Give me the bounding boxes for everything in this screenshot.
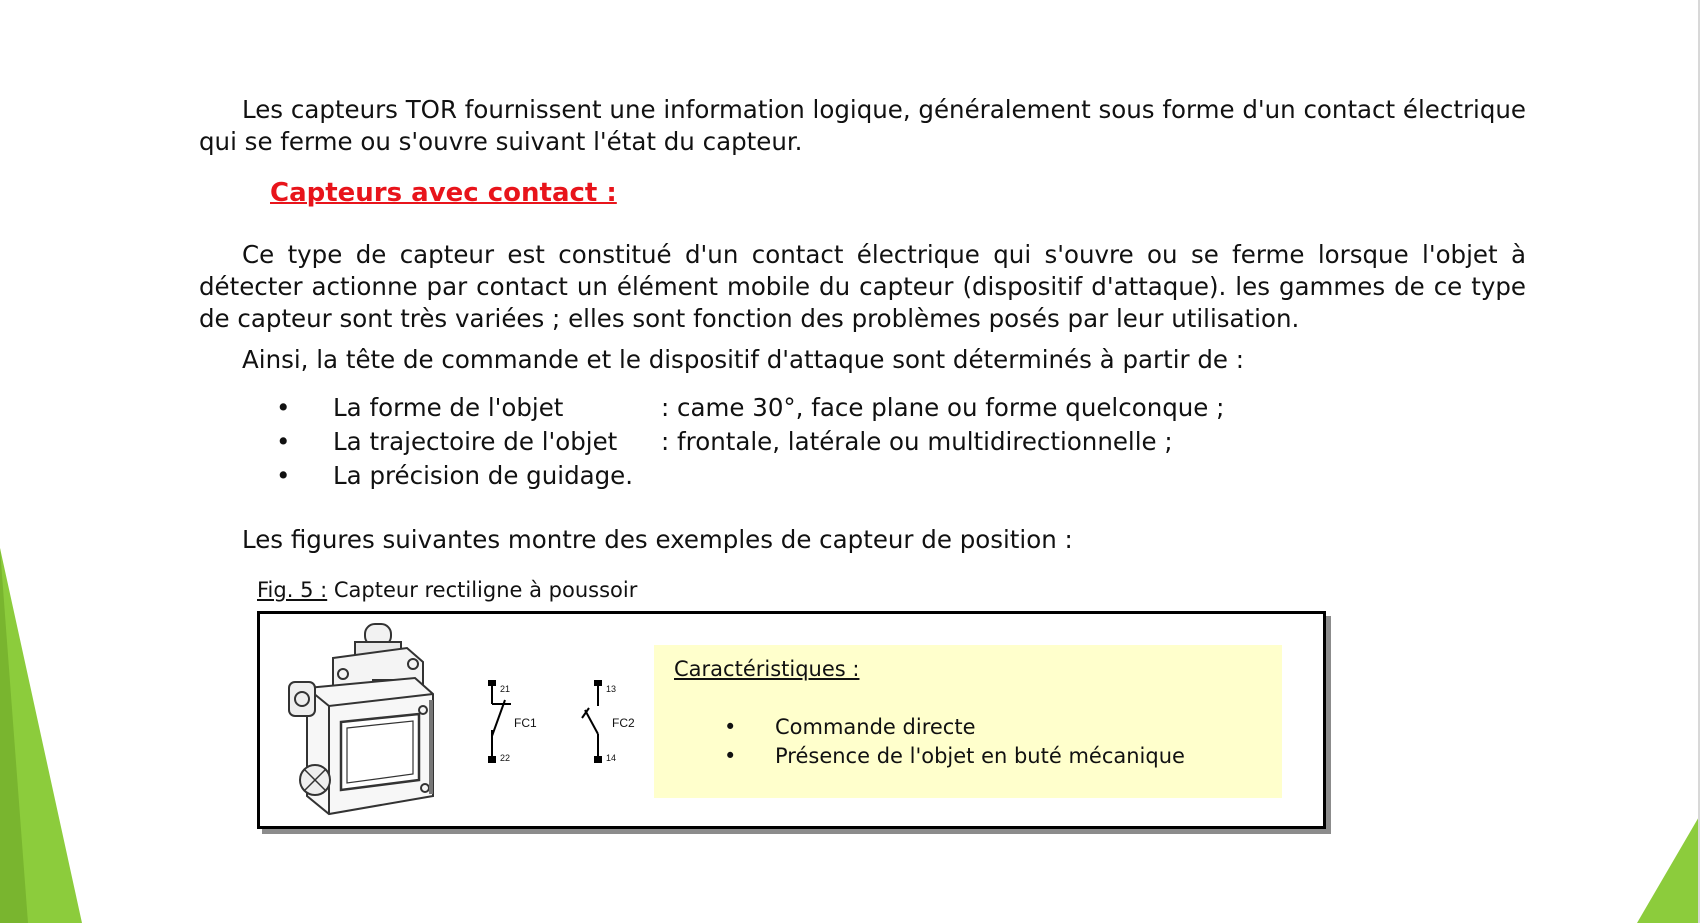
criteria-desc: : came 30°, face plane ou forme quelconque ; — [661, 393, 1225, 422]
fc1-top-terminal: 21 — [500, 684, 511, 694]
fc1-bottom-terminal: 22 — [500, 753, 511, 763]
fc2-label: FC2 — [612, 716, 635, 730]
criteria-term: La trajectoire de l'objet — [333, 427, 618, 456]
bullet-marker: • — [724, 715, 737, 739]
characteristics-box — [654, 645, 1282, 798]
section-paragraph: Ce type de capteur est constitué d'un contact électrique qui s'ouvre ou se ferme lorsque l'objet à détecter actionne par contact un élément mobile du capteur (dispositif d'attaque). les gammes de ce type de capteur sont très variées ; elles sont fonction des problèmes posés par leur utilisation. — [199, 240, 1526, 333]
fc2-top-terminal: 13 — [606, 684, 617, 694]
figure-caption — [257, 576, 637, 604]
fc1-label: FC1 — [514, 716, 537, 730]
criteria-term: La forme de l'objet — [333, 393, 564, 422]
bullet-marker: • — [276, 393, 291, 422]
criteria-desc: : frontale, latérale ou multidirectionnelle ; — [661, 427, 1173, 456]
bullet-marker: • — [724, 744, 737, 768]
limit-switch-illustration — [285, 618, 475, 826]
section-heading: Capteurs avec contact : — [270, 178, 617, 208]
figure-label: Fig. 5 : — [257, 578, 328, 602]
section-lead: Ainsi, la tête de commande et le dispositif d'attaque sont déterminés à partir de : — [242, 345, 1245, 374]
characteristic-text: Présence de l'objet en buté mécanique — [775, 744, 1185, 768]
figure-frame — [257, 611, 1326, 829]
green-triangle-right — [1637, 815, 1700, 923]
criteria-term: La précision de guidage. — [333, 461, 634, 490]
bullet-marker: • — [276, 427, 291, 456]
bullet-marker: • — [276, 461, 291, 490]
fc2-bottom-terminal: 14 — [606, 753, 617, 763]
intro-paragraph: Les capteurs TOR fournissent une information logique, généralement sous forme d'un contact électrique qui se ferme ou s'ouvre suivant l'état du capteur. — [199, 95, 1526, 156]
figures-intro: Les figures suivantes montre des exemples de capteur de position : — [242, 525, 1073, 554]
figure-caption-text: Capteur rectiligne à poussoir — [333, 578, 638, 602]
characteristic-text: Commande directe — [775, 715, 976, 739]
characteristics-title: Caractéristiques : — [674, 657, 860, 681]
